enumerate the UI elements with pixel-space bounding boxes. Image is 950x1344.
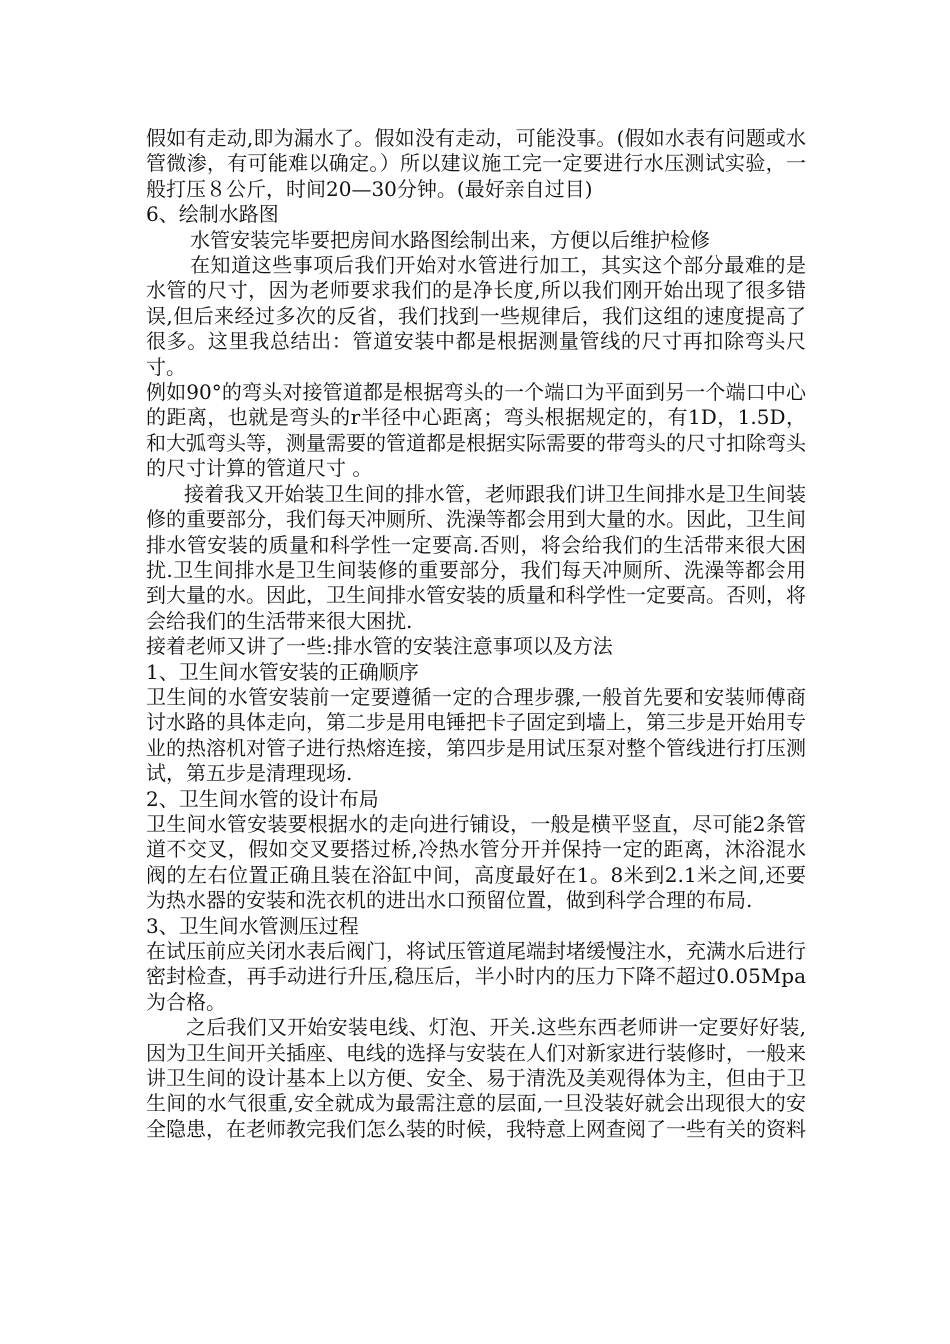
- heading-pressure-process: 3、卫生间水管测压过程: [146, 913, 359, 938]
- paragraph-electrical-install: 之后我们又开始安装电线、灯泡、开关.这些东西老师讲一定要好好装,因为卫生间开关插座、电线的选择与安装在人们对新家进行装修时，一般来讲卫生间的设计基本上以方便、安全、易于清洗及美观得体为主，但由于卫生间的水气很重,安全就成为最需注意的层面,一旦没装好就会出现很大的安全隐患，在老师教完我们怎么装的时候，我特意上网查阅了一些有关的资料: [146, 1015, 806, 1141]
- paragraph-drain-pipe: 接着我又开始装卫生间的排水管，老师跟我们讲卫生间排水是卫生间装修的重要部分，我们每天冲厕所、洗澡等都会用到大量的水。因此，卫生间排水管安装的质量和科学性一定要高.否则，将会给我们的生活带来很大困扰.卫生间排水是卫生间装修的重要部分，我们每天冲厕所、洗澡等都会用到大量的水。因此，卫生间排水管安装的质量和科学性一定要高。否则，将会给我们的生活带来很大困扰.: [146, 481, 806, 633]
- heading-draw-water-map: 6、绘制水路图: [146, 202, 279, 227]
- heading-design-layout: 2、卫生间水管的设计布局: [146, 786, 379, 811]
- paragraph-design-layout: 卫生间水管安装要根据水的走向进行铺设，一般是横平竖直，尽可能2条管道不交叉，假如交叉要搭过桥,冷热水管分开并保持一定的距离，沐浴混水阀的左右位置正确且装在浴缸中间，高度最好在1。8米到2.1米之间,还要为热水器的安装和洗衣机的进出水口预留位置，做到科学合理的布局.: [146, 811, 806, 913]
- paragraph-pressure-test-result: 假如有走动,即为漏水了。假如没有走动，可能没事。(假如水表有问题或水管微渗，有可能难以确定。）所以建议施工完一定要进行水压测试实验，一般打压８公斤，时间20—30分钟。(最好亲自过目): [146, 126, 806, 201]
- document-page: [146, 126, 806, 1142]
- paragraph-install-order: 卫生间的水管安装前一定要遵循一定的合理步骤,一般首先要和安装师傅商讨水路的具体走向，第二步是用电锤把卡子固定到墙上，第三步是开始用专业的热溶机对管子进行热熔连接，第四步是用试压泵对整个管线进行打压测试，第五步是清理现场.: [146, 684, 806, 786]
- heading-install-order: 1、卫生间水管安装的正确顺序: [146, 659, 419, 684]
- paragraph-teacher-notes: 接着老师又讲了一些:排水管的安装注意事项以及方法: [146, 634, 613, 659]
- paragraph-water-map: 水管安装完毕要把房间水路图绘制出来，方便以后维护检修: [190, 227, 710, 252]
- paragraph-pressure-process: 在试压前应关闭水表后阀门，将试压管道尾端封堵缓慢注水，充满水后进行密封检查，再手动进行升压,稳压后，半小时内的压力下降不超过0.05Mpa为合格。: [146, 939, 806, 1014]
- paragraph-elbow-example: 例如90°的弯头对接管道都是根据弯头的一个端口为平面到另一个端口中心的距离，也就是弯头的r半径中心距离；弯头根据规定的，有1D，1.5D，和大弧弯头等，测量需要的管道都是根据实际需要的带弯头的尺寸扣除弯头的尺寸计算的管道尺寸 。: [146, 380, 806, 481]
- paragraph-pipe-processing: 在知道这些事项后我们开始对水管进行加工，其实这个部分最难的是水管的尺寸，因为老师要求我们的是净长度,所以我们刚开始出现了很多错误,但后来经过多次的反省，我们找到一些规律后，我们这组的速度提高了很多。这里我总结出：管道安装中都是根据测量管线的尺寸再扣除弯头尺寸。: [146, 253, 806, 379]
